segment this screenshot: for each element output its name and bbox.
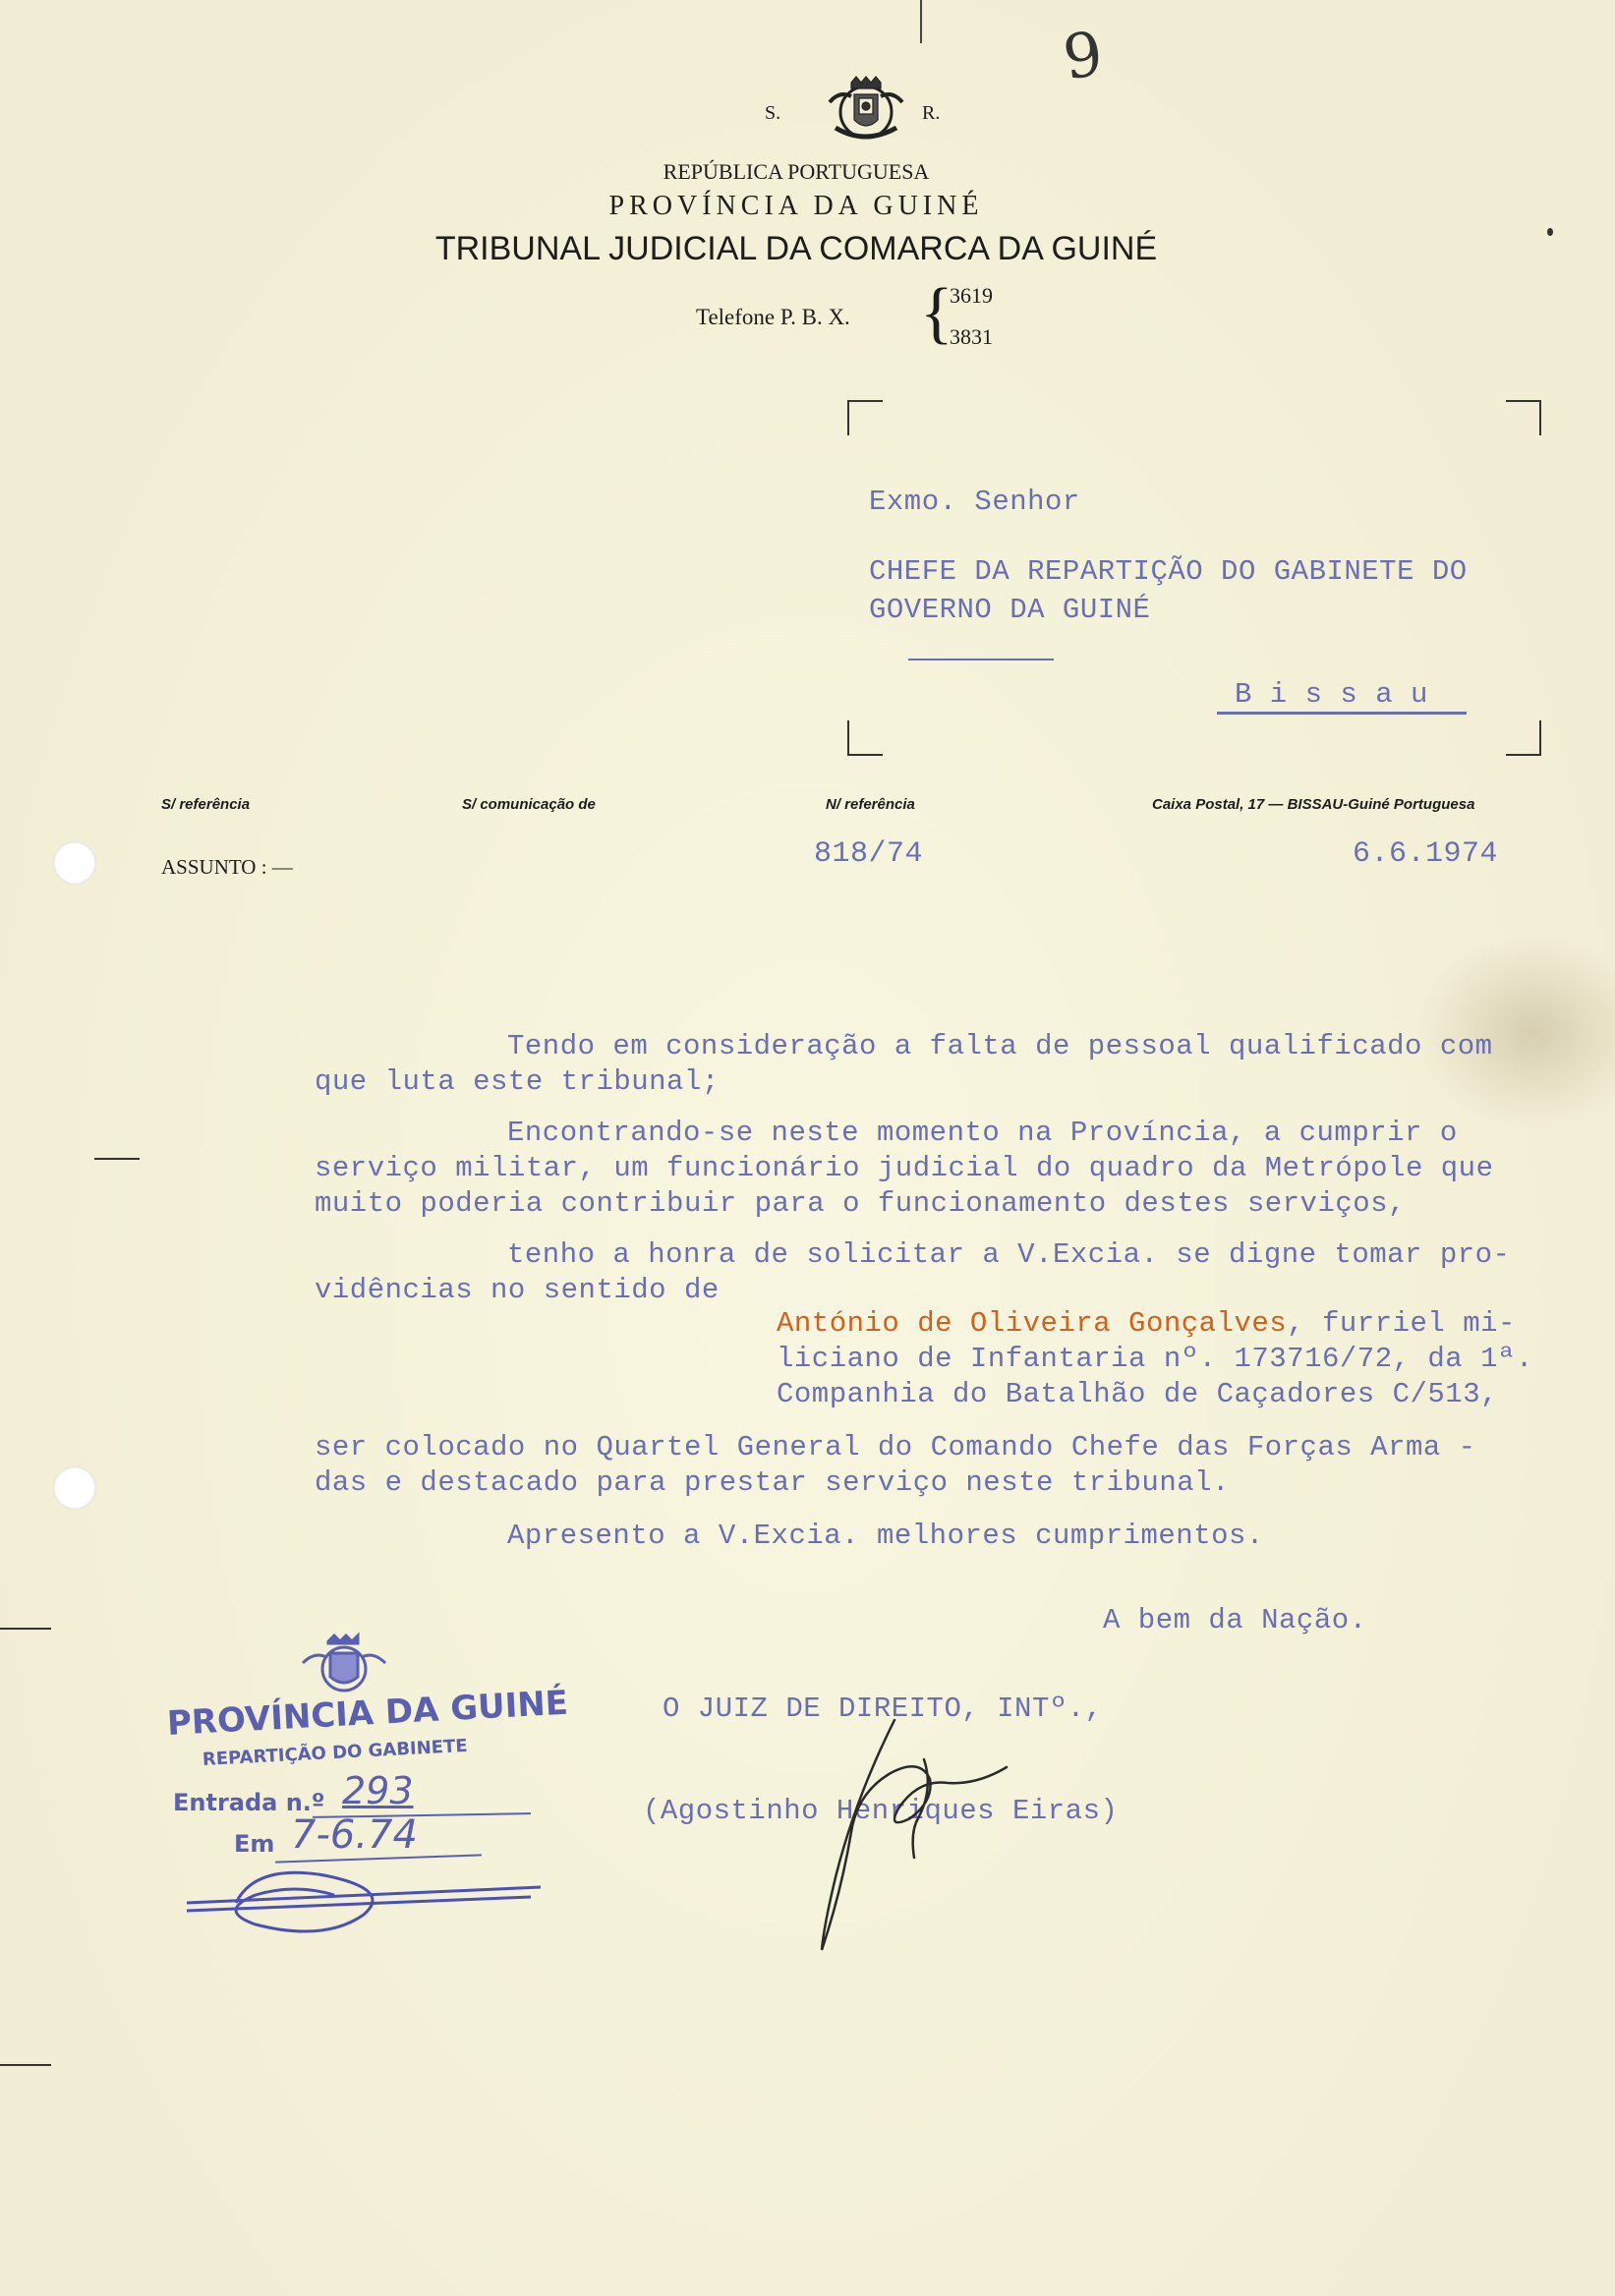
body-p3-line2: vidências no sentido de (315, 1274, 720, 1306)
signatory-name: (Agostinho Henriques Eiras) (643, 1795, 1119, 1827)
edge-mark-3 (0, 2064, 51, 2066)
body-p5: Apresento a V.Excia. melhores cumprimentos. (507, 1520, 1264, 1552)
signatory-title: O JUIZ DE DIREITO, INTº., (663, 1693, 1103, 1725)
top-edge-line (920, 0, 922, 43)
recipient-divider (908, 659, 1054, 660)
body-p2-line3: muito poderia contribuir para o funcionamento destes serviços, (315, 1187, 1406, 1220)
letter-date: 6.6.1974 (1353, 837, 1499, 871)
body-indented-line2: liciano de Infantaria nº. 173716/72, da 1ª. (777, 1343, 1533, 1375)
phone-number-2: 3831 (950, 324, 993, 349)
body-p1-line2: que luta este tribunal; (315, 1065, 720, 1098)
edge-mark-1 (94, 1158, 140, 1160)
body-indented-line1 (777, 1307, 1516, 1340)
our-reference-label: N/ referência (826, 796, 915, 813)
window-corner-bottom-right (1506, 720, 1541, 756)
our-reference-value: 818/74 (814, 837, 924, 871)
edge-mark-2 (0, 1628, 51, 1630)
page-number: 9 (1059, 17, 1108, 94)
body-indented-line1-rest: , furriel mi- (1287, 1307, 1516, 1340)
handwritten-signature-icon (767, 1700, 1042, 1956)
letterhead-province: PROVÍNCIA DA GUINÉ (608, 191, 984, 221)
stamp-entry-value: 293 (342, 1769, 414, 1812)
phone-brace: { (920, 275, 953, 351)
body-indented-line3: Companhia do Batalhão de Caçadores C/513, (777, 1378, 1499, 1410)
stamp-line-1: PROVÍNCIA DA GUINÉ (165, 1683, 569, 1744)
coat-of-arms-icon (822, 73, 910, 151)
letterhead-right-initial: R. (922, 102, 941, 124)
stamp-initials-icon (177, 1860, 550, 1938)
recipient-city-underline (1217, 712, 1467, 715)
phone-label: Telefone P. B. X. (696, 305, 850, 329)
employee-name: António de Oliveira Gonçalves (777, 1307, 1288, 1340)
letterhead-left-initial: S. (765, 102, 781, 124)
stamp-date-value: 7-6.74 (291, 1812, 418, 1858)
letterhead-tribunal: TRIBUNAL JUDICIAL DA COMARCA DA GUINÉ (434, 230, 1158, 267)
body-p2-line1: Encontrando-se neste momento na Província, a cumprir o (507, 1117, 1458, 1149)
body-p3-line1: tenho a honra de solicitar a V.Excia. se digne tomar pro- (507, 1238, 1511, 1271)
stamp-entry-label: Entrada n.º (173, 1789, 325, 1816)
stamp-emblem-icon (295, 1632, 393, 1700)
body-p1-line1: Tendo em consideração a falta de pessoal qualificado com (507, 1030, 1493, 1062)
recipient-salutation: Exmo. Senhor (869, 486, 1080, 518)
subject-label: ASSUNTO : — (161, 855, 293, 879)
postal-address-label: Caixa Postal, 17 — BISSAU-Guiné Portuguesa (1152, 796, 1475, 813)
closing-phrase: A bem da Nação. (1103, 1604, 1367, 1636)
window-corner-bottom-left (847, 720, 883, 756)
binder-hole-bottom (53, 1466, 96, 1510)
stamp-date-label: Em (234, 1830, 275, 1858)
stamp-line-2: REPARTIÇÃO DO GABINETE (202, 1735, 469, 1770)
paper-speck (1547, 228, 1553, 236)
binder-hole-top (53, 841, 96, 885)
body-p4-line2: das e destacado para prestar serviço neste tribunal. (315, 1466, 1230, 1499)
window-corner-top-right (1506, 400, 1541, 435)
your-communication-label: S/ comunicação de (462, 796, 596, 813)
your-reference-label: S/ referência (161, 796, 251, 813)
body-p2-line2: serviço militar, um funcionário judicial do quadro da Metrópole que (315, 1152, 1494, 1184)
recipient-city: B i s s a u (1235, 678, 1428, 711)
phone-number-1: 3619 (950, 283, 993, 308)
body-p4-line1: ser colocado no Quartel General do Comando Chefe das Forças Arma - (315, 1431, 1476, 1464)
window-corner-top-left (847, 400, 883, 435)
recipient-line-1: CHEFE DA REPARTIÇÃO DO GABINETE DO (869, 555, 1468, 588)
letterhead-republic: REPÚBLICA PORTUGUESA (663, 159, 930, 184)
recipient-line-2: GOVERNO DA GUINÉ (869, 594, 1151, 626)
